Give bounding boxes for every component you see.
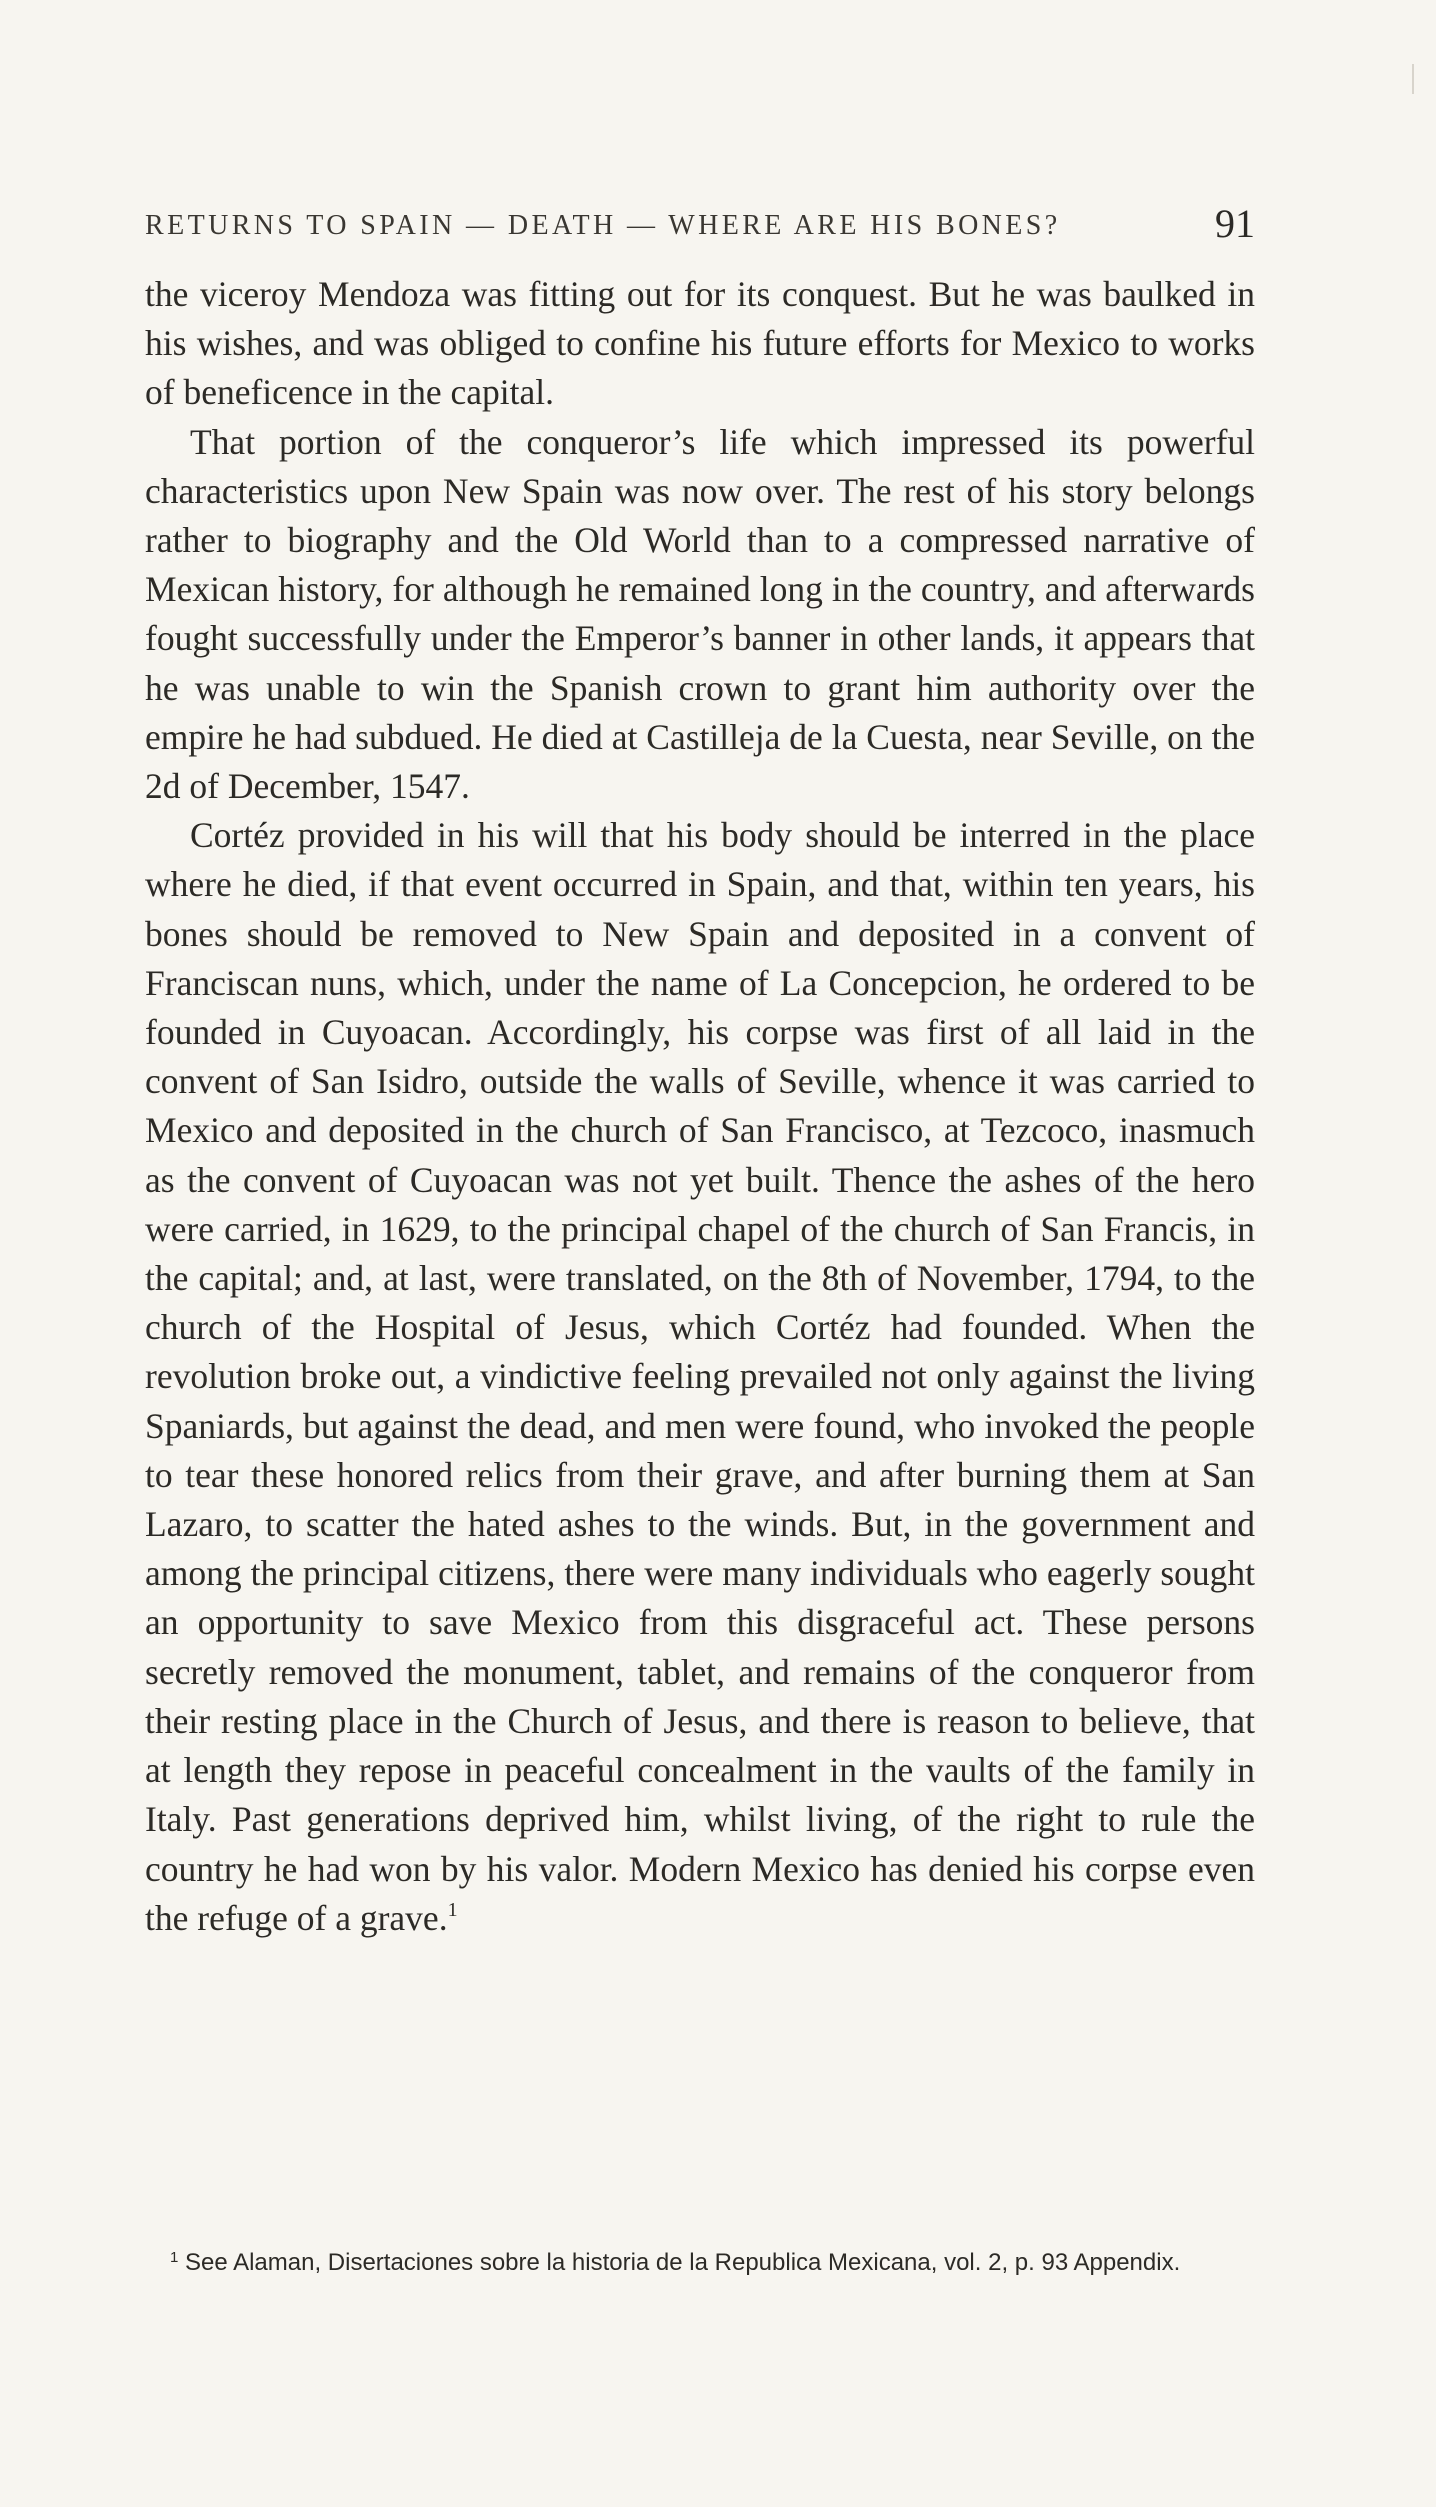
running-title: RETURNS TO SPAIN — DEATH — WHERE ARE HIS BONES? [145,210,1061,241]
footnote-text: See Alaman, Disertaciones sobre la historia de la Republica Mexicana, vol. 2, p. 93 Appendix. [185,2249,1181,2276]
body-text [145,270,1255,1943]
footnote [145,2246,1255,2279]
page-number: 91 [1215,201,1255,246]
footnote-reference: 1 [447,1898,458,1921]
paragraph-conqueror-life: That portion of the conqueror’s life which impressed its powerful characteristics upon New Spain was now over. The rest of his story belongs rather to biography and the Old World than to a compressed narrative of Mexican history, for although he remained long in the country, and afterwards fought successfully under the Emperor’s banner in other lands, it appears that he was unable to win the Spanish crown to grant him authority over the empire he had subdued. He died at Castilleja de la Cuesta, near Seville, on the 2d of December, 1547. [145,421,1255,807]
paragraph-continuation: the viceroy Mendoza was fitting out for its conquest. But he was baulked in his wishes, and was obliged to confine his future efforts for Mexico to works of beneficence in the capital. [145,274,1255,413]
paragraph-burial [145,811,1255,1943]
paragraph-burial-text: Cortéz provided in his will that his body should be interred in the place where he died, if that event occurred in Spain, and that, within ten years, his bones should be removed to New Spain and deposited in a convent of Franciscan nuns, which, under the name of La Concepcion, he ordered to be founded in Cuyoacan. Accordingly, his corpse was first of all laid in the convent of San Isidro, outside the walls of Seville, whence it was carried to Mexico and deposited in the church of San Francisco, at Tezcoco, inasmuch as the convent of Cuyoacan was not yet built. Thence the ashes of the hero were carried, in 1629, to the principal chapel of the church of San Francis, in the capital; and, at last, were translated, on the 8th of November, 1794, to the church of the Hospital of Jesus, which Cortéz had founded. When the revolution broke out, a vindictive feeling prevailed not only against the living Spaniards, but against the dead, and men were found, who invoked the people to tear these honored relics from their grave, and after burning them at San Lazaro, to scatter the hated ashes to the winds. But, in the government and among the principal citizens, there were many individuals who eagerly sought an opportunity to save Mexico from this disgraceful act. These persons secretly removed the monument, tablet, and remains of the conqueror from their resting place in the Church of Jesus, and there is reason to believe, that at length they repose in peaceful concealment in the vaults of the family in Italy. Past generations deprived him, whilst living, of the right to rule the country he had won by his valor. Modern Mexico has denied his corpse even the refuge of a grave. [145,815,1255,1938]
footnote-marker: 1 [170,2249,179,2266]
scan-mark [1412,64,1414,94]
running-header [145,200,1255,250]
